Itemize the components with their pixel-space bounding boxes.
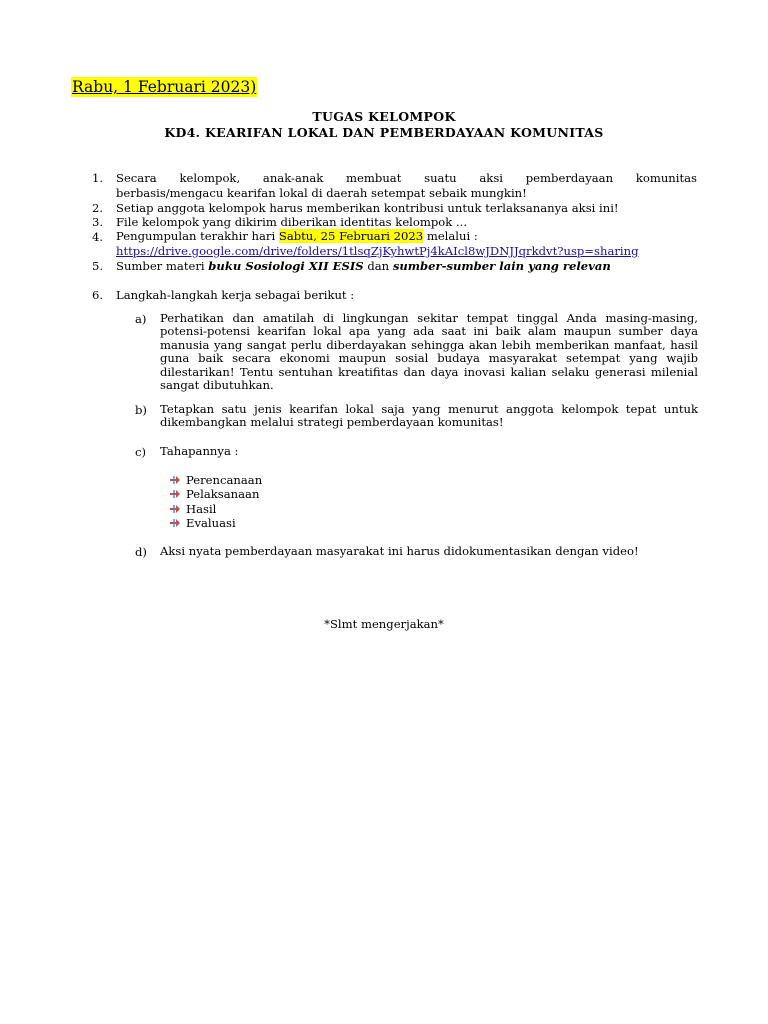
item-5-text: Sumber materi buku Sosiologi XII ESIS dan sumber-sumber lain yang relevan [116, 259, 611, 273]
closing-note: *Slmt mengerjakan* [324, 617, 444, 631]
drive-link-line [116, 244, 697, 259]
item-6-text: Langkah-langkah kerja sebagai berikut : [116, 288, 355, 302]
date-heading: Rabu, 1 Februari 2023) [72, 78, 257, 96]
item-number: 3. [92, 215, 104, 229]
step-b-text: Tetapkan satu jenis kearifan lokal saja yang menurut anggota kelompok tepat untuk dikembangkan melalui strategi pemberdayaan komunitas! [160, 402, 698, 430]
stage-label: Pelaksanaan [186, 487, 260, 501]
stage-label: Perencanaan [186, 473, 263, 487]
arrow-bullet-icon [170, 476, 180, 484]
source-other: sumber-sumber lain yang relevan [392, 259, 611, 273]
step-a-text: Perhatikan dan amatilah di lingkungan sekitar tempat tinggal Anda masing-masing, potensi-potensi kearifan lokal apa yang ada saat ini baik alam maupun sumber daya manusia yang sangat perlu diberdayakan sehingga akan lebih memberikan manfaat, hasil guna baik secara ekonomi maupun sosial budaya masyarakat setempat yang wajib dilestarikan! Tentu sentuhan kreatifitas dan daya inovasi kalian selaku generasi milenial sangat dibutuhkan. [160, 311, 698, 393]
title-line2: KD4. KEARIFAN LOKAL DAN PEMBERDAYAAN KOMUNITAS [164, 125, 604, 140]
step-label: b) [135, 403, 147, 417]
source-book: buku Sosiologi XII ESIS [208, 259, 364, 273]
step-c-text: Tahapannya : [160, 444, 239, 458]
item-number: 2. [92, 201, 104, 215]
step-label: a) [135, 312, 147, 326]
title-line1: TUGAS KELOMPOK [312, 109, 456, 124]
item-number: 6. [92, 288, 104, 302]
step-label: c) [135, 445, 147, 459]
drive-link[interactable]: https://drive.google.com/drive/folders/1tlsqZjKyhwtPj4kAIcl8wJDNJJqrkdvt?usp=sharing [116, 244, 639, 258]
item-number: 5. [92, 259, 104, 273]
step-d-text: Aksi nyata pemberdayaan masyarakat ini harus didokumentasikan dengan video! [160, 544, 639, 558]
step-label: d) [135, 545, 147, 559]
item-number: 4. [92, 230, 104, 244]
stage-label: Evaluasi [186, 516, 236, 530]
stage-label: Hasil [186, 502, 217, 516]
arrow-bullet-icon [170, 519, 180, 527]
item-1-line1: Secara kelompok, anak-anak membuat suatu aksi pemberdayaan komunitas [116, 171, 697, 185]
item-number: 1. [92, 171, 104, 185]
arrow-bullet-icon [170, 505, 180, 513]
item-2-text: Setiap anggota kelompok harus memberikan kontribusi untuk terlaksananya aksi ini! [116, 201, 619, 215]
deadline-highlight: Sabtu, 25 Februari 2023 [278, 229, 424, 243]
item-1-line2: berbasis/mengacu kearifan lokal di daerah setempat sebaik mungkin! [116, 186, 527, 200]
item-4-text: Pengumpulan terakhir hari Sabtu, 25 Februari 2023 melalui : [116, 229, 478, 243]
arrow-bullet-icon [170, 490, 180, 498]
item-3-text: File kelompok yang dikirim diberikan identitas kelompok ... [116, 215, 468, 229]
